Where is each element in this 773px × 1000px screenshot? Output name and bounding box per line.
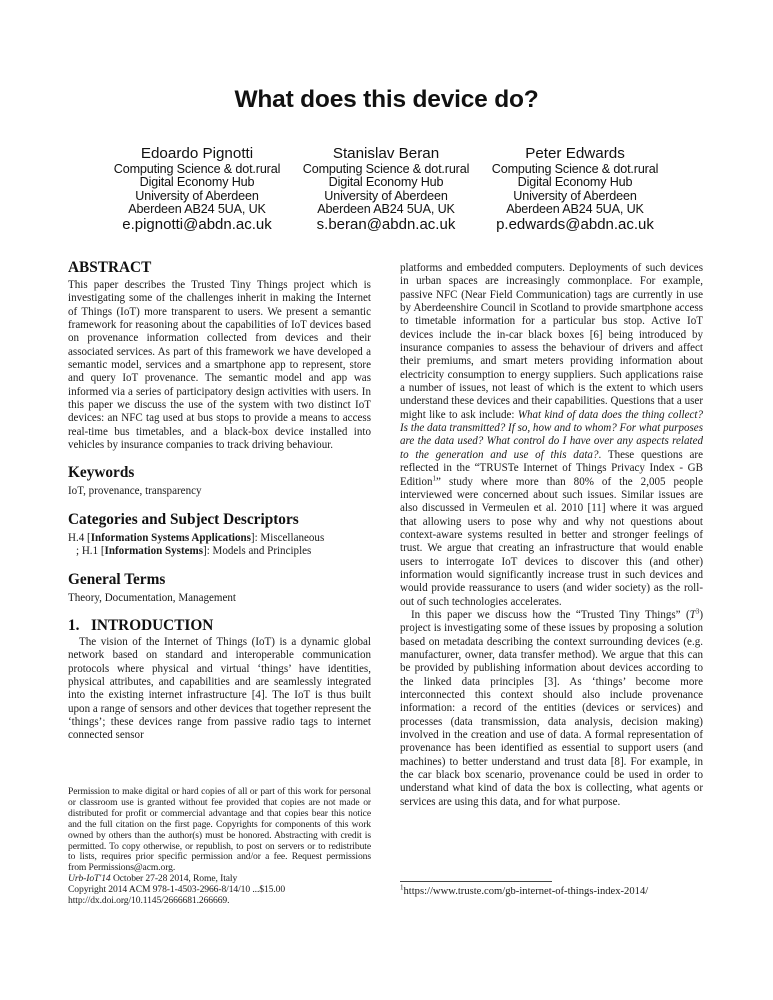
doi-link[interactable]: http://dx.doi.org/10.1145/2666681.266669. <box>68 895 230 907</box>
author-affiliation-line: Computing Science & dot.rural <box>491 162 659 176</box>
category-name: Information Systems Applications <box>90 531 251 544</box>
author-email[interactable]: s.beran@abdn.ac.uk <box>316 215 456 233</box>
keywords-heading: Keywords <box>68 464 135 482</box>
author-email[interactable]: p.edwards@abdn.ac.uk <box>496 215 654 233</box>
category-item <box>68 532 371 545</box>
category-code: ; H.1 [ <box>76 545 105 558</box>
author-affiliation-line: Computing Science & dot.rural <box>302 162 470 176</box>
intro-text: In this paper we discuss how the “Trusted Tiny Things” ( <box>411 608 690 621</box>
author-affiliation-line: University of Aberdeen <box>324 188 448 203</box>
footnote-marker[interactable]: 1 <box>432 473 437 482</box>
author-block <box>103 145 669 233</box>
intro-questions: What kind of data does the thing collect? Is the data transmitted? If so, how and to whom? For what purposes are the data used? What control do I have over any aspects related to the generation and use of this data? <box>400 408 703 461</box>
footnote <box>400 883 703 898</box>
author-2 <box>292 145 480 233</box>
author-affiliation-line: Digital Economy Hub <box>139 175 255 190</box>
author-name: Peter Edwards <box>525 145 625 162</box>
footnote-url[interactable]: https://www.truste.com/gb-internet-of-things-index-2014/ <box>403 886 649 897</box>
intro-text: platforms and embedded computers. Deployments of such devices in urban spaces are increasingly commonplace. For example, passive NFC (Near Field Communication) tags are currently in use by Aberdeenshire Council in Scotland to provide smartphone access to timetable information for a particular bus stop. Active IoT devices include the in-car black boxes [6] being introduced by insurance companies to assess the behaviour of drivers and affect their premiums, and smart meters providing information about electricity consumption to energy suppliers. Such applications raise a number of issues, not least of which is the extent to which users understand these devices and their capabilities. Questions that a user might like to ask include: <box>400 262 703 421</box>
author-affiliation-line: University of Aberdeen <box>135 188 259 203</box>
author-affiliation-line: Digital Economy Hub <box>517 175 633 190</box>
categories-list <box>68 532 371 559</box>
t3-superscript: 3 <box>695 607 700 616</box>
introduction-paragraph-2 <box>400 609 703 809</box>
category-name: Information Systems <box>104 545 204 558</box>
categories-heading: Categories and Subject Descriptors <box>68 510 299 528</box>
category-code: H.4 [ <box>68 531 91 544</box>
author-affiliation-line: Aberdeen AB24 5UA, UK <box>317 202 455 217</box>
introduction-paragraph: The vision of the Internet of Things (IoT) is a dynamic global network based on standard and interoperable communication protocols where physical and virtual ‘things’ have identities, physical attributes, and capabilities and are seamlessly integrated into the existing internet infrastructure [4]. The IoT is thus built upon a range of sensors and other devices that together represent the ‘things’; these devices range from passive radio tags to internet connected sensor <box>68 635 371 742</box>
footnote-divider <box>400 881 552 882</box>
permission-notice <box>68 787 371 907</box>
general-terms-heading: General Terms <box>68 570 166 588</box>
permission-text: Permission to make digital or hard copies of all or part of this work for personal or classroom use is granted without fee provided that copies are not made or distributed for profit or commercial advantage and that copies bear this notice and the full citation on the first page. Copyrights for components of this work owned by others than the author(s) must be honored. Abstracting with credit is permitted. To copy otherwise, or republish, to post on servers or to redistribute to lists, requires prior specific permission and/or a fee. Request permissions from Permissions@acm.org. <box>68 786 371 874</box>
general-terms-text: Theory, Documentation, Management <box>68 591 237 604</box>
paper-title: What does this device do? <box>234 86 539 113</box>
introduction-heading: 1. INTRODUCTION <box>68 616 214 634</box>
category-item <box>68 545 371 558</box>
category-subject: ]: Miscellaneous <box>250 531 325 544</box>
intro-text: . These questions are reflected in the “TRUSTe Internet of Things Privacy Index - GB Edition <box>400 448 703 488</box>
intro-text: ) project is investigating some of these issues by proposing a solution based on metadata describing the context surrounding devices (e.g. manufacturer, owner, data transfer method). We argue that this can be provided by publishing information about devices according to the linked data principles [3]. As ‘things’ become more interconnected this context should also include provenance information: a record of the entities (devices or services) and processes (data transmission, data analysis, decision making) involved in the creation and use of data. A formal representation of provenance has been identified as essential to support users (and machines) to better understand and trust data [8]. For example, in the car black box scenario, provenance could be used in order to understand what kind of data the box is collecting, what agents or services are using this data, and for what purpose. <box>400 608 703 808</box>
copyright-line: Copyright 2014 ACM 978-1-4503-2966-8/14/10 ...$15.00 <box>68 884 286 896</box>
t3-symbol: T <box>689 608 696 621</box>
footnote-number: 1 <box>400 883 404 892</box>
author-affiliation-line: Digital Economy Hub <box>328 175 444 190</box>
abstract-heading: ABSTRACT <box>68 259 152 276</box>
left-column <box>68 259 371 743</box>
right-column <box>400 262 703 809</box>
category-subject: ]: Models and Principles <box>203 545 312 558</box>
author-affiliation-line: Computing Science & dot.rural <box>113 162 281 176</box>
author-affiliation-line: Aberdeen AB24 5UA, UK <box>506 202 644 217</box>
author-3 <box>481 145 669 233</box>
intro-text: ” study where more than 80% of the 2,005 people interviewed were concerned about such issues. Similar issues are also discussed in Vermeulen et al. 2010 [11] where it was argued that allowing users to pose why and why not questions about context-aware systems resulted in better and stronger feelings of trust. We argue that creating an infrastructure that would enable users to interrogate IoT devices to discover this (and other) information would significantly increase trust in such devices and would provide reassurance to users (and wider society) as the roll-out of such technologies accelerates. <box>400 475 703 608</box>
introduction-paragraph-continued <box>400 262 703 609</box>
author-1 <box>103 145 291 233</box>
venue-name: Urb-IoT'14 <box>68 873 111 885</box>
author-name: Edoardo Pignotti <box>140 145 254 162</box>
author-affiliation-line: Aberdeen AB24 5UA, UK <box>128 202 266 217</box>
keywords-text: IoT, provenance, transparency <box>68 485 202 498</box>
author-email[interactable]: e.pignotti@abdn.ac.uk <box>122 215 272 233</box>
author-name: Stanislav Beran <box>332 145 440 162</box>
abstract-text: This paper describes the Trusted Tiny Things project which is investigating some of the challenges inherit in making the Internet of Things (IoT) more transparent to users. We present a semantic framework for reasoning about the capabilities of IoT devices based on provenance information collected from devices and their associated services. As part of this framework we have developed a semantic model, services and a smartphone app to represent, store and query IoT provenance. The semantic model and app was informed via a series of participatory design activities with users. In this paper we discuss the use of the system with two distinct IoT devices: an NFC tag used at bus stops to provide a means to access real-time bus timetables, and a black-box device installed into vehicles by insurance companies to track driving behaviour. <box>68 279 371 452</box>
author-affiliation-line: University of Aberdeen <box>513 188 637 203</box>
venue-details: October 27-28 2014, Rome, Italy <box>110 873 238 885</box>
